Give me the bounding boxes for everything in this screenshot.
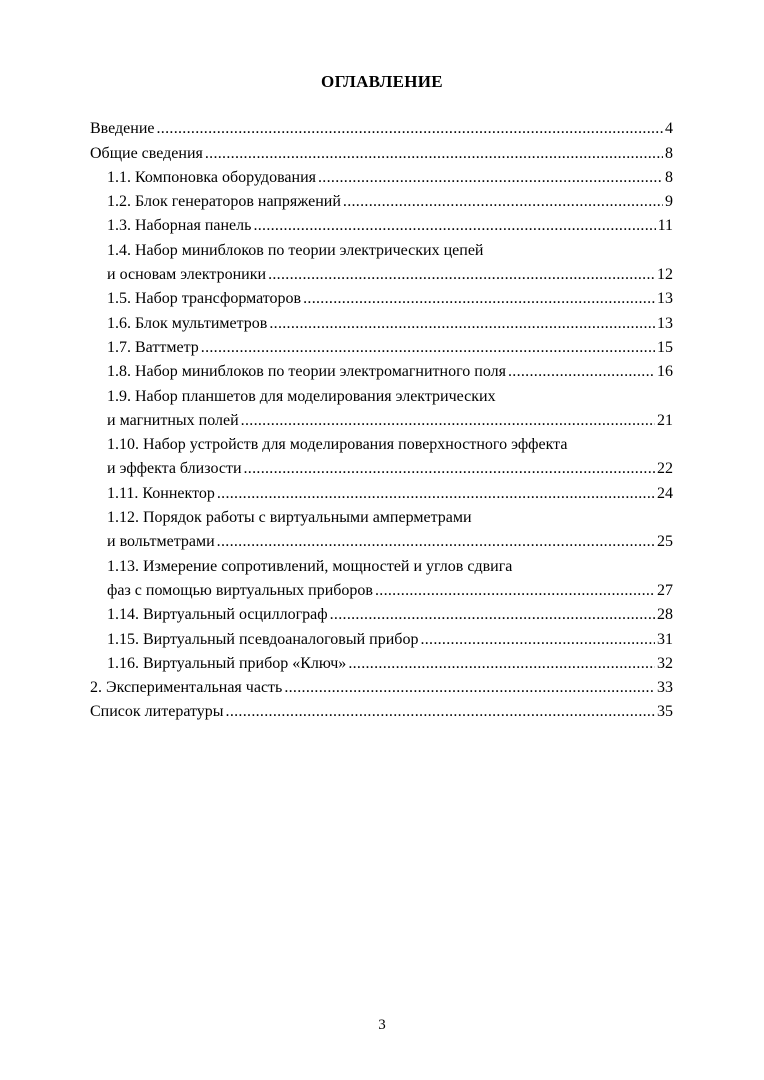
toc-entry — [90, 504, 673, 528]
toc-entry-title: 1.13. Измерение сопротивлений, мощностей и углов сдвига — [107, 557, 513, 575]
toc-entry — [90, 479, 673, 503]
toc-entry-title: 1.15. Виртуальный псевдоаналоговый прибор — [107, 630, 419, 648]
toc-entry-title: 1.8. Набор миниблоков по теории электромагнитного поля — [107, 363, 506, 381]
toc-entry-title: 2. Экспериментальная часть — [90, 679, 283, 697]
toc-entry — [90, 358, 673, 382]
dot-leader — [244, 460, 656, 478]
toc-entry-title: и эффекта близости — [107, 460, 242, 478]
toc-entry — [90, 236, 673, 260]
toc-entry-title: 1.2. Блок генераторов напряжений — [107, 193, 341, 211]
toc-entry — [90, 455, 673, 479]
toc-entry — [90, 309, 673, 333]
toc-entry-page: 33 — [657, 679, 673, 697]
toc-entry — [90, 261, 673, 285]
dot-leader — [348, 655, 655, 673]
dot-leader — [253, 217, 655, 235]
toc-entry — [90, 212, 673, 236]
toc-entry — [90, 625, 673, 649]
toc-entry — [90, 674, 673, 698]
toc-entry-page: 11 — [657, 217, 673, 235]
toc-entry-title: 1.1. Компоновка оборудования — [107, 168, 316, 186]
toc-entry-title: 1.4. Набор миниблоков по теории электрических цепей — [107, 241, 484, 259]
toc-entry-page: 15 — [657, 338, 673, 356]
toc-entry-title: 1.14. Виртуальный осциллограф — [107, 606, 328, 624]
toc-title: ОГЛАВЛЕНИЕ — [321, 72, 443, 91]
dot-leader — [269, 315, 655, 333]
toc-entry-page: 16 — [657, 363, 673, 381]
toc-entry — [90, 334, 673, 358]
toc-entry-page: 13 — [657, 314, 673, 332]
dot-leader — [241, 412, 655, 430]
toc-entry-title: 1.3. Наборная панель — [107, 217, 252, 235]
table-of-contents — [90, 115, 673, 722]
toc-entry-page: 8 — [665, 144, 673, 162]
toc-entry — [90, 188, 673, 212]
toc-entry — [90, 601, 673, 625]
dot-leader — [330, 606, 655, 624]
dot-leader — [217, 485, 655, 503]
toc-entry — [90, 139, 673, 163]
dot-leader — [375, 582, 655, 600]
toc-entry-title: 1.11. Коннектор — [107, 484, 215, 502]
toc-entry-page: 9 — [665, 193, 673, 211]
toc-entry-title: 1.12. Порядок работы с виртуальными амперметрами — [107, 509, 472, 527]
toc-entry-page: 13 — [657, 290, 673, 308]
toc-entry-page: 24 — [657, 484, 673, 502]
toc-entry-page: 25 — [657, 533, 673, 551]
toc-entry — [90, 650, 673, 674]
toc-entry-title: 1.9. Набор планшетов для моделирования электрических — [107, 387, 496, 405]
dot-leader — [226, 703, 655, 721]
toc-entry-title: и вольтметрами — [107, 533, 215, 551]
toc-entry-title: 1.5. Набор трансформаторов — [107, 290, 302, 308]
toc-entry-page: 8 — [665, 168, 673, 186]
dot-leader — [284, 679, 655, 697]
toc-entry-title: Список литературы — [90, 703, 224, 721]
page-number: 3 — [378, 1017, 386, 1033]
toc-entry-title: и магнитных полей — [107, 411, 239, 429]
toc-entry — [90, 698, 673, 722]
toc-entry — [90, 407, 673, 431]
toc-entry — [90, 382, 673, 406]
toc-entry — [90, 431, 673, 455]
toc-entry-page: 21 — [657, 411, 673, 429]
dot-leader — [508, 363, 655, 381]
toc-entry-page: 31 — [657, 630, 673, 648]
toc-entry-page: 27 — [657, 581, 673, 599]
toc-entry-page: 4 — [665, 120, 673, 138]
toc-entry-title: 1.16. Виртуальный прибор «Ключ» — [107, 654, 347, 672]
toc-entry-title: Введение — [90, 120, 155, 138]
toc-entry-page: 32 — [657, 654, 673, 672]
toc-entry-page: 28 — [657, 606, 673, 624]
dot-leader — [303, 290, 655, 308]
toc-entry — [90, 528, 673, 552]
toc-entry — [90, 577, 673, 601]
toc-entry-title: и основам электроники — [107, 266, 267, 284]
toc-entry-page: 22 — [657, 460, 673, 478]
toc-entry — [90, 285, 673, 309]
dot-leader — [268, 266, 655, 284]
toc-entry-page: 35 — [657, 703, 673, 721]
dot-leader — [420, 631, 655, 649]
dot-leader — [205, 145, 663, 163]
toc-entry-title: 1.7. Ваттметр — [107, 338, 199, 356]
dot-leader — [217, 533, 655, 551]
toc-entry — [90, 115, 673, 139]
toc-entry — [90, 164, 673, 188]
toc-entry-title: Общие сведения — [90, 144, 203, 162]
toc-entry — [90, 552, 673, 576]
toc-entry-title: 1.6. Блок мультиметров — [107, 314, 268, 332]
dot-leader — [157, 120, 664, 138]
dot-leader — [318, 169, 663, 187]
dot-leader — [343, 193, 663, 211]
toc-entry-page: 12 — [657, 266, 673, 284]
dot-leader — [201, 339, 655, 357]
toc-entry-title: фаз с помощью виртуальных приборов — [107, 581, 373, 599]
toc-entry-title: 1.10. Набор устройств для моделирования поверхностного эффекта — [107, 436, 568, 454]
